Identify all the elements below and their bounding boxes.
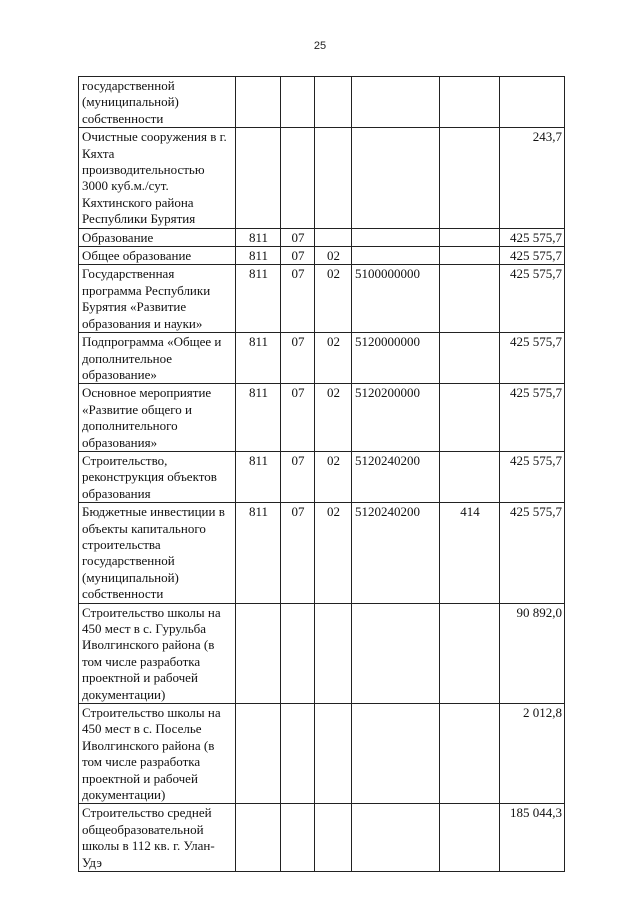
- row-grbs-cell: 811: [236, 451, 281, 502]
- row-subsection-cell: 02: [315, 503, 352, 603]
- row-expense-type-cell: [440, 77, 500, 128]
- row-expense-type-cell: [440, 704, 500, 804]
- row-subsection-cell: 02: [315, 265, 352, 333]
- row-subsection-cell: 02: [315, 451, 352, 502]
- row-subsection-cell: 02: [315, 384, 352, 452]
- row-name-cell: Строительство школы на 450 мест в с. Гурульба Иволгинского района (в том числе разработка проектной и рабочей документации): [79, 603, 236, 703]
- row-subsection-cell: [315, 704, 352, 804]
- row-name-cell: Очистные сооружения в г. Кяхта производительностью 3000 куб.м./сут. Кяхтинского района Республики Бурятия: [79, 128, 236, 228]
- row-section-cell: [281, 128, 315, 228]
- row-amount-cell: 90 892,0: [500, 603, 565, 703]
- row-grbs-cell: 811: [236, 265, 281, 333]
- row-expense-type-cell: [440, 804, 500, 872]
- row-name-cell: Государственная программа Республики Бурятия «Развитие образования и науки»: [79, 265, 236, 333]
- row-expense-type-cell: [440, 333, 500, 384]
- row-subsection-cell: [315, 128, 352, 228]
- row-target-article-cell: 5120200000: [352, 384, 440, 452]
- row-subsection-cell: 02: [315, 333, 352, 384]
- budget-table: [78, 76, 565, 872]
- row-subsection-cell: [315, 228, 352, 246]
- row-section-cell: 07: [281, 503, 315, 603]
- row-name-cell: Образование: [79, 228, 236, 246]
- table-row: [79, 384, 565, 452]
- row-subsection-cell: 02: [315, 247, 352, 265]
- row-subsection-cell: [315, 603, 352, 703]
- row-target-article-cell: [352, 704, 440, 804]
- row-subsection-cell: [315, 77, 352, 128]
- table-row: [79, 603, 565, 703]
- table-row: [79, 228, 565, 246]
- row-expense-type-cell: [440, 228, 500, 246]
- row-name-cell: государственной (муниципальной) собственности: [79, 77, 236, 128]
- row-section-cell: 07: [281, 228, 315, 246]
- row-amount-cell: 425 575,7: [500, 333, 565, 384]
- budget-table-body: [79, 77, 565, 872]
- row-section-cell: [281, 603, 315, 703]
- row-amount-cell: 425 575,7: [500, 247, 565, 265]
- row-target-article-cell: 5100000000: [352, 265, 440, 333]
- row-name-cell: Строительство школы на 450 мест в с. Поселье Иволгинского района (в том числе разработка проектной и рабочей документации): [79, 704, 236, 804]
- table-row: [79, 247, 565, 265]
- table-row: [79, 804, 565, 872]
- row-target-article-cell: [352, 128, 440, 228]
- page-number: 25: [313, 40, 327, 52]
- row-section-cell: 07: [281, 384, 315, 452]
- row-grbs-cell: 811: [236, 333, 281, 384]
- row-grbs-cell: [236, 128, 281, 228]
- table-row: [79, 77, 565, 128]
- row-amount-cell: 425 575,7: [500, 265, 565, 333]
- row-amount-cell: 243,7: [500, 128, 565, 228]
- row-amount-cell: 185 044,3: [500, 804, 565, 872]
- row-target-article-cell: 5120240200: [352, 503, 440, 603]
- row-section-cell: [281, 77, 315, 128]
- row-grbs-cell: [236, 603, 281, 703]
- row-expense-type-cell: [440, 265, 500, 333]
- row-name-cell: Общее образование: [79, 247, 236, 265]
- row-section-cell: 07: [281, 265, 315, 333]
- row-subsection-cell: [315, 804, 352, 872]
- row-target-article-cell: 5120000000: [352, 333, 440, 384]
- row-expense-type-cell: [440, 247, 500, 265]
- row-grbs-cell: 811: [236, 384, 281, 452]
- row-target-article-cell: [352, 77, 440, 128]
- row-grbs-cell: 811: [236, 228, 281, 246]
- row-target-article-cell: [352, 603, 440, 703]
- row-amount-cell: 425 575,7: [500, 503, 565, 603]
- row-section-cell: 07: [281, 247, 315, 265]
- row-target-article-cell: [352, 247, 440, 265]
- row-section-cell: 07: [281, 451, 315, 502]
- row-expense-type-cell: [440, 128, 500, 228]
- table-row: [79, 265, 565, 333]
- row-amount-cell: 425 575,7: [500, 228, 565, 246]
- row-amount-cell: 425 575,7: [500, 384, 565, 452]
- table-row: [79, 333, 565, 384]
- row-name-cell: Строительство, реконструкция объектов образования: [79, 451, 236, 502]
- row-grbs-cell: 811: [236, 247, 281, 265]
- row-amount-cell: [500, 77, 565, 128]
- row-expense-type-cell: [440, 384, 500, 452]
- table-row: [79, 704, 565, 804]
- row-grbs-cell: [236, 77, 281, 128]
- row-amount-cell: 2 012,8: [500, 704, 565, 804]
- table-row: [79, 451, 565, 502]
- row-grbs-cell: [236, 804, 281, 872]
- row-target-article-cell: [352, 228, 440, 246]
- row-section-cell: [281, 704, 315, 804]
- row-target-article-cell: [352, 804, 440, 872]
- table-row: [79, 503, 565, 603]
- row-grbs-cell: [236, 704, 281, 804]
- row-name-cell: Бюджетные инвестиции в объекты капитального строительства государственной (муниципальной) собственности: [79, 503, 236, 603]
- row-name-cell: Строительство средней общеобразовательной школы в 112 кв. г. Улан-Удэ: [79, 804, 236, 872]
- row-section-cell: 07: [281, 333, 315, 384]
- row-amount-cell: 425 575,7: [500, 451, 565, 502]
- row-expense-type-cell: [440, 451, 500, 502]
- row-target-article-cell: 5120240200: [352, 451, 440, 502]
- table-row: [79, 128, 565, 228]
- row-name-cell: Подпрограмма «Общее и дополнительное образование»: [79, 333, 236, 384]
- row-name-cell: Основное мероприятие «Развитие общего и дополнительного образования»: [79, 384, 236, 452]
- row-grbs-cell: 811: [236, 503, 281, 603]
- row-section-cell: [281, 804, 315, 872]
- row-expense-type-cell: 414: [440, 503, 500, 603]
- row-expense-type-cell: [440, 603, 500, 703]
